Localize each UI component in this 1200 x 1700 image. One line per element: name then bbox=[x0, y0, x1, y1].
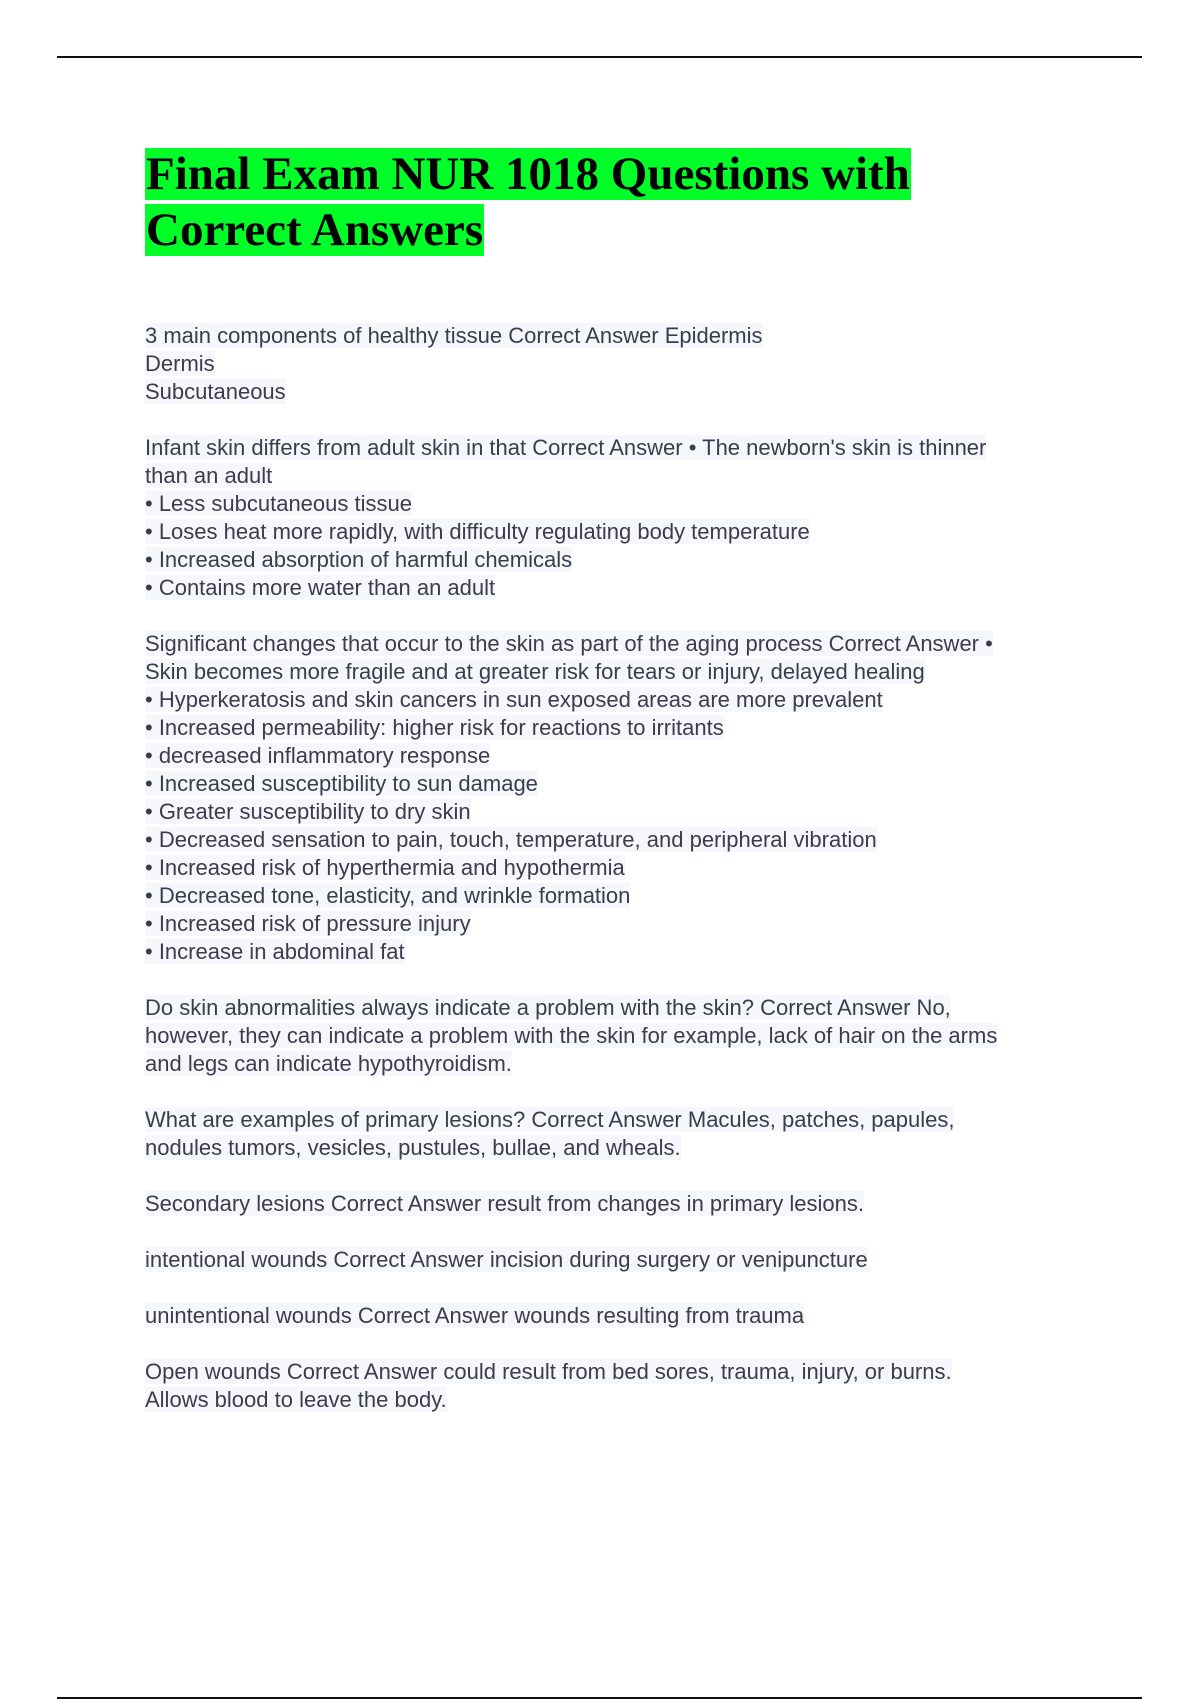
qa-line-text: Open wounds Correct Answer could result from bed sores, trauma, injury, or burns. bbox=[145, 1359, 952, 1384]
qa-line bbox=[145, 658, 1085, 686]
qa-line bbox=[145, 546, 1085, 574]
qa-line bbox=[145, 686, 1085, 714]
qa-line bbox=[145, 882, 1085, 910]
qa-line-text: nodules tumors, vesicles, pustules, bullae, and wheals. bbox=[145, 1135, 681, 1160]
qa-line-text: Dermis bbox=[145, 351, 215, 376]
bottom-rule bbox=[57, 1697, 1142, 1699]
qa-item bbox=[145, 630, 1085, 966]
qa-line bbox=[145, 798, 1085, 826]
qa-line bbox=[145, 1302, 1085, 1330]
qa-line bbox=[145, 1134, 1085, 1162]
qa-line-text: • Contains more water than an adult bbox=[145, 575, 496, 600]
qa-line-text: and legs can indicate hypothyroidism. bbox=[145, 1051, 512, 1076]
qa-line-text: Infant skin differs from adult skin in that Correct Answer • The newborn's skin is thinner bbox=[145, 435, 987, 460]
qa-list bbox=[145, 322, 1085, 1414]
qa-line-text: • Greater susceptibility to dry skin bbox=[145, 799, 471, 824]
qa-line bbox=[145, 1022, 1085, 1050]
qa-line-text: Allows blood to leave the body. bbox=[145, 1387, 447, 1412]
qa-line-text: intentional wounds Correct Answer incision during surgery or venipuncture bbox=[145, 1247, 868, 1272]
top-rule bbox=[57, 56, 1142, 58]
qa-line bbox=[145, 714, 1085, 742]
qa-line bbox=[145, 910, 1085, 938]
document-body bbox=[145, 146, 1085, 1442]
title-line-1: Final Exam NUR 1018 Questions with bbox=[146, 148, 910, 200]
qa-line-text: Secondary lesions Correct Answer result from changes in primary lesions. bbox=[145, 1191, 864, 1216]
qa-line-text: • Decreased sensation to pain, touch, temperature, and peripheral vibration bbox=[145, 827, 877, 852]
qa-line-text: • Increased susceptibility to sun damage bbox=[145, 771, 538, 796]
title-line-2: Correct Answers bbox=[146, 204, 484, 256]
qa-line-text: Significant changes that occur to the skin as part of the aging process Correct Answer • bbox=[145, 631, 993, 656]
qa-item bbox=[145, 322, 1085, 406]
qa-line bbox=[145, 826, 1085, 854]
qa-line bbox=[145, 350, 1085, 378]
qa-line bbox=[145, 490, 1085, 518]
qa-line-text: • Hyperkeratosis and skin cancers in sun exposed areas are more prevalent bbox=[145, 687, 883, 712]
qa-item bbox=[145, 1358, 1085, 1414]
qa-line-text: Do skin abnormalities always indicate a problem with the skin? Correct Answer No, bbox=[145, 995, 951, 1020]
qa-line bbox=[145, 854, 1085, 882]
qa-item bbox=[145, 1302, 1085, 1330]
qa-line-text: • Increased risk of hyperthermia and hypothermia bbox=[145, 855, 625, 880]
qa-line bbox=[145, 742, 1085, 770]
qa-line-text: 3 main components of healthy tissue Correct Answer Epidermis bbox=[145, 323, 763, 348]
qa-line bbox=[145, 1106, 1085, 1134]
qa-line bbox=[145, 1050, 1085, 1078]
qa-line bbox=[145, 518, 1085, 546]
qa-item bbox=[145, 994, 1085, 1078]
qa-item bbox=[145, 1190, 1085, 1218]
qa-line-text: • Less subcutaneous tissue bbox=[145, 491, 412, 516]
qa-line bbox=[145, 462, 1085, 490]
qa-line-text: • Loses heat more rapidly, with difficulty regulating body temperature bbox=[145, 519, 810, 544]
qa-line-text: • Decreased tone, elasticity, and wrinkle formation bbox=[145, 883, 631, 908]
qa-line-text: • Increased absorption of harmful chemicals bbox=[145, 547, 573, 572]
qa-item bbox=[145, 434, 1085, 602]
qa-line bbox=[145, 322, 1085, 350]
qa-line bbox=[145, 770, 1085, 798]
qa-line bbox=[145, 434, 1085, 462]
qa-line bbox=[145, 630, 1085, 658]
qa-line bbox=[145, 1190, 1085, 1218]
qa-line bbox=[145, 1358, 1085, 1386]
qa-line-text: What are examples of primary lesions? Correct Answer Macules, patches, papules, bbox=[145, 1107, 955, 1132]
qa-line bbox=[145, 1386, 1085, 1414]
qa-item bbox=[145, 1246, 1085, 1274]
qa-line bbox=[145, 378, 1085, 406]
qa-line-text: • decreased inflammatory response bbox=[145, 743, 491, 768]
qa-line bbox=[145, 574, 1085, 602]
qa-line-text: than an adult bbox=[145, 463, 273, 488]
qa-line-text: • Increased permeability: higher risk for reactions to irritants bbox=[145, 715, 724, 740]
qa-line-text: • Increase in abdominal fat bbox=[145, 939, 405, 964]
qa-line bbox=[145, 938, 1085, 966]
qa-line-text: however, they can indicate a problem with the skin for example, lack of hair on the arms bbox=[145, 1023, 998, 1048]
qa-line-text: Subcutaneous bbox=[145, 379, 286, 404]
document-title bbox=[145, 146, 1085, 258]
qa-line-text: unintentional wounds Correct Answer wounds resulting from trauma bbox=[145, 1303, 805, 1328]
qa-item bbox=[145, 1106, 1085, 1162]
qa-line-text: • Increased risk of pressure injury bbox=[145, 911, 471, 936]
qa-line-text: Skin becomes more fragile and at greater risk for tears or injury, delayed healing bbox=[145, 659, 925, 684]
qa-line bbox=[145, 1246, 1085, 1274]
qa-line bbox=[145, 994, 1085, 1022]
